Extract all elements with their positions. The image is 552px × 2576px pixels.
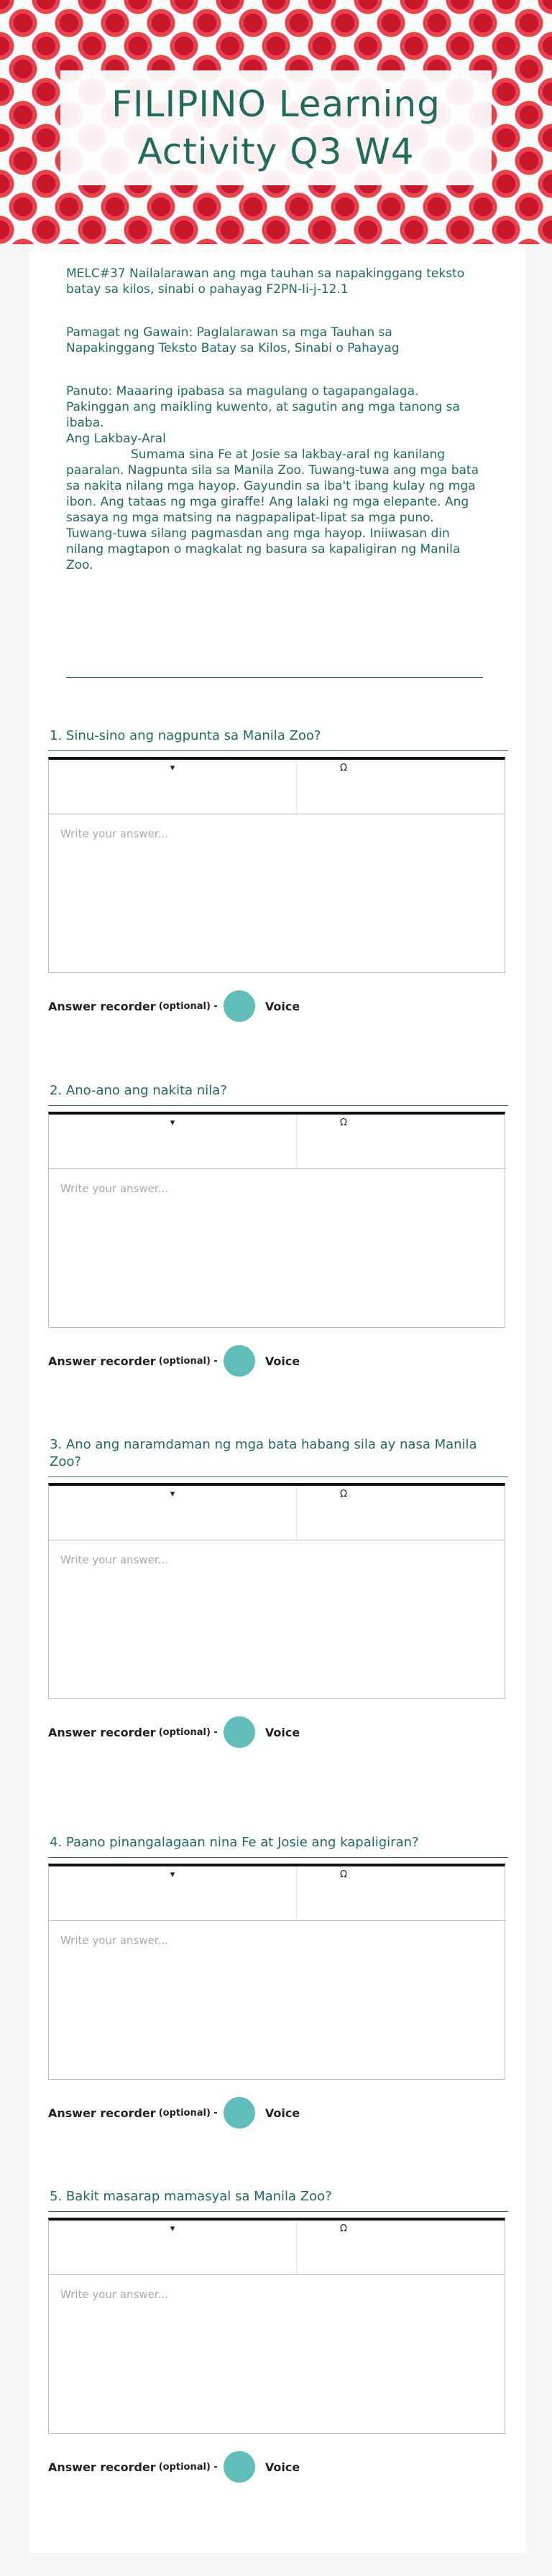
record-voice-button[interactable] bbox=[224, 2097, 255, 2129]
instructions-text: Panuto: Maaaring ipabasa sa magulang o tagapangalaga. Pakinggan ang maikling kuwento, at sagutin ang mga tanong sa ibaba. bbox=[66, 384, 460, 430]
page-title-line-2: Activity Q3 W4 bbox=[137, 131, 415, 172]
recorder-optional-label: (optional) - bbox=[158, 1726, 218, 1738]
question-text: 4. Paano pinangalagaan nina Fe at Josie ang kapaligiran? bbox=[50, 1835, 419, 1850]
question-divider bbox=[48, 1105, 508, 1106]
answer-recorder bbox=[48, 990, 508, 1022]
question-text: 1. Sinu-sino ang nagpunta sa Manila Zoo? bbox=[50, 728, 321, 743]
answer-recorder bbox=[48, 2451, 508, 2483]
intro-section bbox=[66, 266, 483, 573]
voice-label: Voice bbox=[264, 1725, 300, 1739]
answer-textarea[interactable]: Write your answer... bbox=[60, 2288, 168, 2301]
record-voice-button[interactable] bbox=[224, 2451, 255, 2483]
story-title: Ang Lakbay-Aral bbox=[66, 432, 166, 446]
voice-label: Voice bbox=[264, 999, 300, 1013]
question-text: 5. Bakit masarap mamasyal sa Manila Zoo? bbox=[50, 2189, 332, 2204]
special-characters-button[interactable]: Ω bbox=[340, 1117, 347, 1128]
record-voice-button[interactable] bbox=[224, 1345, 255, 1377]
answer-editor bbox=[48, 757, 505, 973]
recorder-optional-label: (optional) - bbox=[158, 1355, 218, 1367]
recorder-label: Answer recorder bbox=[48, 2106, 156, 2120]
toolbar-spacer bbox=[297, 2221, 340, 2274]
recorder-label: Answer recorder bbox=[48, 1354, 156, 1368]
answer-textarea[interactable]: Write your answer... bbox=[60, 827, 168, 840]
editor-toolbar bbox=[49, 2221, 505, 2275]
question-block-3 bbox=[48, 1436, 508, 1748]
answer-editor bbox=[48, 2218, 505, 2434]
record-voice-button[interactable] bbox=[224, 1716, 255, 1748]
page-title-line-1: FILIPINO Learning bbox=[111, 83, 441, 125]
answer-recorder bbox=[48, 1716, 508, 1748]
special-characters-button[interactable]: Ω bbox=[340, 763, 347, 773]
title-box bbox=[60, 70, 492, 185]
voice-label: Voice bbox=[264, 1354, 300, 1368]
toolbar-spacer bbox=[297, 760, 340, 814]
editor-toolbar bbox=[49, 1866, 505, 1921]
recorder-label: Answer recorder bbox=[48, 2460, 156, 2474]
melc-text: MELC#37 Nailalarawan ang mga tauhan sa napakinggang teksto batay sa kilos, sinabi o pahayag F2PN-Ii-j-12.1 bbox=[66, 266, 465, 297]
toolbar-spacer bbox=[297, 1866, 340, 1920]
editor-toolbar bbox=[49, 1486, 505, 1540]
answer-recorder bbox=[48, 1345, 508, 1377]
recorder-optional-label: (optional) - bbox=[158, 2107, 218, 2119]
editor-toolbar bbox=[49, 1115, 505, 1169]
intro-divider bbox=[66, 677, 483, 678]
answer-recorder bbox=[48, 2097, 508, 2129]
record-voice-button[interactable] bbox=[224, 990, 255, 1022]
special-characters-button[interactable]: Ω bbox=[340, 2223, 347, 2234]
worksheet-card bbox=[29, 244, 526, 2553]
answer-textarea[interactable]: Write your answer... bbox=[60, 1553, 168, 1566]
question-block-1 bbox=[48, 727, 508, 1022]
special-characters-button[interactable]: Ω bbox=[340, 1869, 347, 1880]
recorder-optional-label: (optional) - bbox=[158, 2461, 218, 2473]
recorder-label: Answer recorder bbox=[48, 1725, 156, 1739]
answer-textarea[interactable]: Write your answer... bbox=[60, 1934, 168, 1947]
voice-label: Voice bbox=[264, 2460, 300, 2474]
toolbar-spacer bbox=[297, 1486, 340, 1540]
voice-label: Voice bbox=[264, 2106, 300, 2120]
question-divider bbox=[48, 750, 508, 751]
toolbar-spacer bbox=[297, 1115, 340, 1168]
answer-editor bbox=[48, 1483, 505, 1699]
header-banner bbox=[0, 0, 552, 244]
recorder-label: Answer recorder bbox=[48, 999, 156, 1013]
activity-title: Pamagat ng Gawain: Paglalarawan sa mga Tauhan sa Napakinggang Teksto Batay sa Kilos, Sinabi o Pahayag bbox=[66, 325, 400, 355]
question-block-5 bbox=[48, 2188, 508, 2483]
answer-textarea[interactable]: Write your answer... bbox=[60, 1182, 168, 1195]
format-dropdown[interactable]: ▾ bbox=[49, 760, 297, 814]
answer-editor bbox=[48, 1864, 505, 2080]
story-body: Sumama sina Fe at Josie sa lakbay-aral ng kanilang paaralan. Nagpunta sila sa Manila Zoo. Tuwang-tuwa ang mga bata sa nakita nilang mga hayop. Gayundin sa iba't ibang kulay ng mga ibon. Ang tataas ng mga giraffe! Ang lalaki ng mga elepante. Ang sasaya ng mga matsing na nagpapalipat-lipat sa mga puno. Tuwang-tuwa silang pagmasdan ang mga hayop. Iniiwasan din nilang magtapon o magkalat ng basura sa kapaligiran ng Manila Zoo. bbox=[66, 447, 479, 572]
question-text: 3. Ano ang naramdaman ng mga bata habang sila ay nasa Manila Zoo? bbox=[50, 1437, 477, 1469]
answer-editor bbox=[48, 1112, 505, 1328]
special-characters-button[interactable]: Ω bbox=[340, 1489, 347, 1499]
question-divider bbox=[48, 2211, 508, 2212]
question-block-2 bbox=[48, 1082, 508, 1377]
question-text: 2. Ano-ano ang nakita nila? bbox=[50, 1083, 227, 1098]
editor-toolbar bbox=[49, 760, 505, 814]
format-dropdown[interactable]: ▾ bbox=[49, 1115, 297, 1168]
recorder-optional-label: (optional) - bbox=[158, 1000, 218, 1012]
format-dropdown[interactable]: ▾ bbox=[49, 1486, 297, 1540]
format-dropdown[interactable]: ▾ bbox=[49, 1866, 297, 1920]
question-block-4 bbox=[48, 1834, 508, 2129]
question-divider bbox=[48, 1857, 508, 1858]
format-dropdown[interactable]: ▾ bbox=[49, 2221, 297, 2274]
